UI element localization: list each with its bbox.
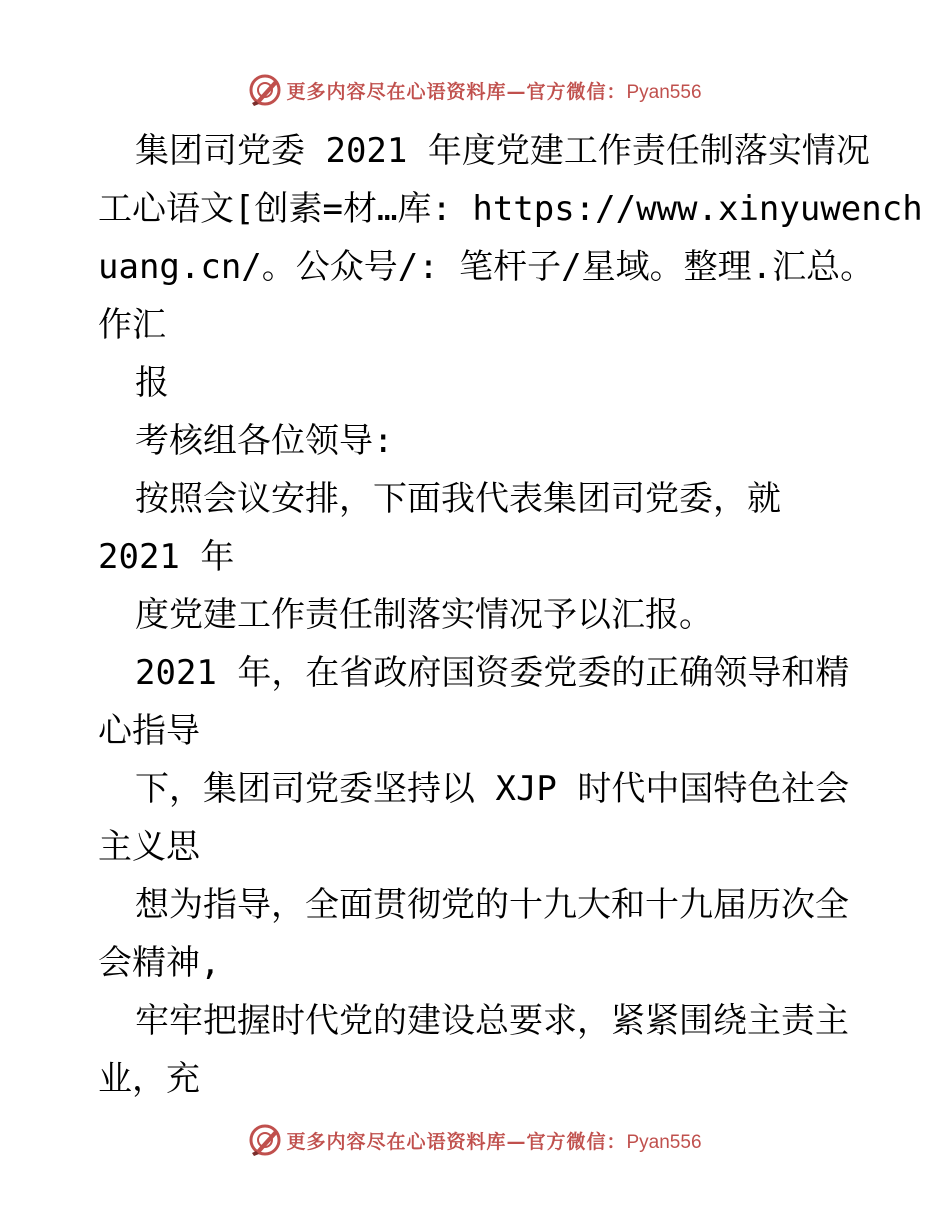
doc-line: 主义思 xyxy=(98,827,200,867)
doc-line: 工心语文[创素=材…库: https://www.xinyuwench xyxy=(98,189,923,229)
doc-line: 作汇 xyxy=(98,305,166,345)
pen-logo-icon xyxy=(248,1123,282,1157)
doc-line: 集团司党委 2021 年度党建工作责任制落实情况 xyxy=(135,131,870,171)
footer-banner-text: 更多内容尽在心语资料库—官方微信：Pyan556 xyxy=(286,1130,702,1153)
header-wechat-id: Pyan556 xyxy=(626,81,702,103)
header-watermark-banner xyxy=(0,70,950,110)
doc-line: 心指导 xyxy=(98,711,200,751)
doc-line: 业，充 xyxy=(98,1059,200,1099)
doc-line: 报 xyxy=(135,363,169,403)
doc-line: 下，集团司党委坚持以 XJP 时代中国特色社会 xyxy=(135,769,850,809)
doc-line: 2021 年 xyxy=(98,537,235,577)
footer-wechat-id: Pyan556 xyxy=(626,1131,702,1153)
doc-line: 想为指导，全面贯彻党的十九大和十九届历次全 xyxy=(135,885,849,925)
doc-line: 度党建工作责任制落实情况予以汇报。 xyxy=(135,595,713,635)
document-body xyxy=(98,122,923,1108)
doc-line: 按照会议安排，下面我代表集团司党委，就 xyxy=(135,479,781,519)
footer-watermark-banner xyxy=(0,1120,950,1160)
doc-line: 会精神, xyxy=(98,943,221,983)
doc-line: 2021 年，在省政府国资委党委的正确领导和精 xyxy=(135,653,850,693)
header-banner-text: 更多内容尽在心语资料库—官方微信：Pyan556 xyxy=(286,80,702,103)
doc-line: uang.cn/。公众号/: 笔杆子/星域。整理.汇总。 xyxy=(98,247,875,287)
doc-line: 考核组各位领导: xyxy=(135,421,394,461)
pen-logo-icon xyxy=(248,73,282,107)
doc-line: 牢牢把握时代党的建设总要求，紧紧围绕主责主 xyxy=(135,1001,849,1041)
